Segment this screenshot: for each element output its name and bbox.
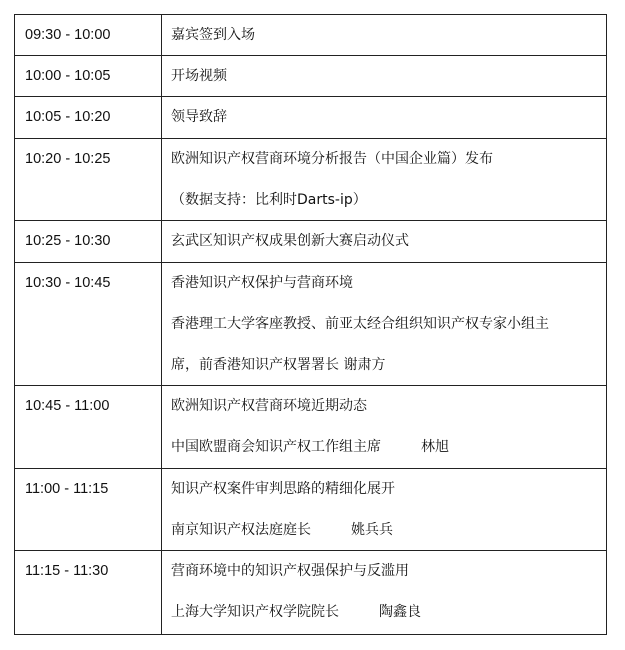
time-cell: [15, 386, 162, 469]
description-cell: [162, 263, 607, 386]
time-text: 11:00 - 11:15: [25, 481, 109, 497]
session-title: 欧洲知识产权营商环境分析报告（中国企业篇）发布: [171, 151, 493, 167]
session-title: 领导致辞: [171, 109, 227, 125]
time-cell: [15, 56, 162, 97]
session-title: 玄武区知识产权成果创新大赛启动仪式: [171, 233, 409, 249]
time-cell: [15, 469, 162, 551]
time-cell: [15, 263, 162, 386]
speaker-name: 陶鑫良: [379, 604, 421, 620]
table-row: [15, 15, 607, 56]
time-text: 11:15 - 11:30: [25, 563, 109, 579]
session-title: 营商环境中的知识产权强保护与反滥用: [171, 563, 409, 579]
table-row: [15, 97, 607, 139]
speaker-title: 南京知识产权法庭庭长: [171, 522, 311, 538]
time-text: 10:25 - 10:30: [25, 233, 111, 249]
description-cell: [162, 551, 607, 635]
speaker-line: 香港理工大学客座教授、前亚太经合组织知识产权专家小组主: [171, 316, 549, 332]
session-title: 嘉宾签到入场: [171, 27, 255, 43]
speaker-name: 姚兵兵: [351, 522, 393, 538]
description-cell: [162, 386, 607, 469]
session-title: 欧洲知识产权营商环境近期动态: [171, 398, 367, 414]
speaker-line: [162, 520, 606, 540]
agenda-table: [14, 14, 607, 635]
description-cell: [162, 139, 607, 221]
time-cell: [15, 551, 162, 635]
table-row: [15, 551, 607, 635]
time-cell: [15, 97, 162, 139]
time-text: 10:00 - 10:05: [25, 68, 111, 84]
session-title: 知识产权案件审判思路的精细化展开: [171, 481, 395, 497]
description-cell: [162, 15, 607, 56]
speaker-title: 上海大学知识产权学院院长: [171, 604, 339, 620]
time-text: 10:30 - 10:45: [25, 275, 111, 291]
speaker-line: [162, 602, 606, 622]
time-text: 10:05 - 10:20: [25, 109, 111, 125]
speaker-line: [162, 437, 606, 457]
time-text: 10:45 - 11:00: [25, 398, 110, 414]
description-cell: [162, 221, 607, 263]
time-text: 10:20 - 10:25: [25, 151, 111, 167]
description-cell: [162, 97, 607, 139]
speaker-line: 席，前香港知识产权署署长 谢肃方: [171, 357, 386, 373]
description-cell: [162, 56, 607, 97]
session-title: 香港知识产权保护与营商环境: [171, 275, 353, 291]
description-cell: [162, 469, 607, 551]
table-row: [15, 263, 607, 386]
session-title: 开场视频: [171, 68, 227, 84]
speaker-title: 中国欧盟商会知识产权工作组主席: [171, 439, 381, 455]
table-row: [15, 139, 607, 221]
session-note: （数据支持：比利时Darts-ip）: [171, 192, 367, 208]
table-row: [15, 469, 607, 551]
time-cell: [15, 221, 162, 263]
time-cell: [15, 139, 162, 221]
table-row: [15, 386, 607, 469]
table-row: [15, 221, 607, 263]
speaker-name: 林旭: [421, 439, 449, 455]
table-row: [15, 56, 607, 97]
time-cell: [15, 15, 162, 56]
time-text: 09:30 - 10:00: [25, 27, 111, 43]
